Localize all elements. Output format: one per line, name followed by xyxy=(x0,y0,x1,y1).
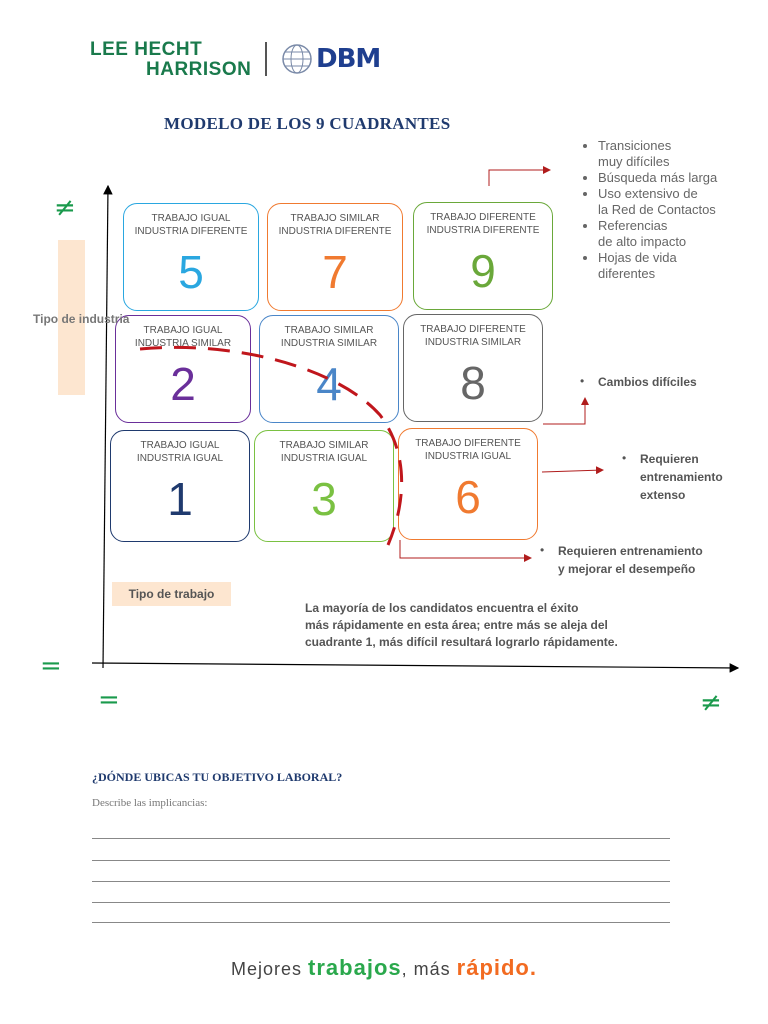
not-equal-icon: ≠ xyxy=(700,688,722,718)
note-q6: Requieren entrenamiento extenso xyxy=(640,452,723,502)
quadrant-4 xyxy=(259,315,399,423)
quadrant-4-line2: INDUSTRIA SIMILAR xyxy=(280,338,378,349)
equal-icon: = xyxy=(98,685,120,715)
quadrant-9-number: 9 xyxy=(470,245,496,297)
connector-top xyxy=(489,170,550,186)
quadrant-1 xyxy=(110,430,250,542)
dbm-text: DBM xyxy=(316,44,381,74)
bullet-item: • Búsqueda más larga xyxy=(598,170,760,186)
slogan-part2: trabajos xyxy=(308,955,402,980)
page-title: MODELO DE LOS 9 CUADRANTES xyxy=(164,114,451,133)
quadrant-5-line1: TRABAJO IGUAL xyxy=(151,213,231,224)
quadrant-8-line1: TRABAJO DIFERENTE xyxy=(420,324,526,335)
quadrant-7-number: 7 xyxy=(322,246,348,298)
bullet-dot: • xyxy=(580,374,585,388)
answer-line[interactable] xyxy=(92,860,670,861)
bullet-item: • Hojas de vida diferentes xyxy=(598,250,760,282)
quadrant-7-line1: TRABAJO SIMILAR xyxy=(290,213,380,224)
bullet-dot: • xyxy=(540,543,545,557)
quadrant-1-line1: TRABAJO IGUAL xyxy=(140,440,220,451)
answer-line[interactable] xyxy=(92,902,670,903)
quadrant-6-line2: INDUSTRIA IGUAL xyxy=(424,451,512,462)
note-bottom: Requieren entrenamiento y mejorar el desempeño xyxy=(558,544,703,576)
quadrant-6-line1: TRABAJO DIFERENTE xyxy=(415,438,521,449)
quadrant-6-number: 6 xyxy=(455,471,481,523)
bullet-item: • Uso extensivo de la Red de Contactos xyxy=(598,186,760,218)
quadrant-8-line2: INDUSTRIA SIMILAR xyxy=(424,337,522,348)
bullet-item: • Referencias de alto impacto xyxy=(598,218,760,250)
note-q8: Cambios difíciles xyxy=(598,375,697,389)
answer-line[interactable] xyxy=(92,881,670,882)
quadrant-4-line1: TRABAJO SIMILAR xyxy=(284,325,374,336)
quadrant-6 xyxy=(398,428,538,540)
slogan-part1: Mejores xyxy=(231,959,309,979)
quadrant-2 xyxy=(115,315,251,423)
quadrant-9 xyxy=(413,202,553,310)
quadrant-1-line2: INDUSTRIA IGUAL xyxy=(136,453,224,464)
equal-icon: = xyxy=(40,651,62,681)
quadrant-9-line2: INDUSTRIA DIFERENTE xyxy=(426,225,540,236)
x-axis xyxy=(92,663,738,668)
quadrant-3-line1: TRABAJO SIMILAR xyxy=(279,440,369,451)
top-bullet-list xyxy=(580,138,760,281)
question-title: ¿DÓNDE UBICAS TU OBJETIVO LABORAL? xyxy=(92,770,343,784)
bullet-dot: • xyxy=(622,451,627,465)
quadrant-3-number: 3 xyxy=(311,473,337,525)
slogan-part3: , más xyxy=(401,959,457,979)
quadrant-8-number: 8 xyxy=(460,357,486,409)
slogan xyxy=(0,955,768,981)
quadrant-2-line1: TRABAJO IGUAL xyxy=(143,325,223,336)
not-equal-icon: ≠ xyxy=(54,193,76,223)
quadrant-3 xyxy=(254,430,394,542)
quadrant-2-line2: INDUSTRIA SIMILAR xyxy=(134,338,232,349)
quadrant-5 xyxy=(123,203,259,311)
quadrant-2-number: 2 xyxy=(170,358,196,410)
y-axis xyxy=(103,186,108,668)
answer-line[interactable] xyxy=(92,922,670,923)
logo-line1: LEE HECHT xyxy=(90,39,203,60)
quadrant-8 xyxy=(403,314,543,422)
connector-q8 xyxy=(543,398,585,424)
logo-line2: HARRISON xyxy=(146,59,252,80)
y-axis-label: Tipo de industria xyxy=(33,312,130,326)
connector-bottom xyxy=(400,540,531,558)
quadrant-4-number: 4 xyxy=(316,358,342,410)
explanation-paragraph: La mayoría de los candidatos encuentra el éxito más rápidamente en esta área; entre más se aleja del cuadrante 1, más difícil resultará lograrlo rápidamente. xyxy=(305,601,618,649)
slogan-part4: rápido. xyxy=(456,955,537,980)
question-subtitle: Describe las implicancias: xyxy=(92,797,208,809)
answer-line[interactable] xyxy=(92,838,670,839)
quadrant-3-line2: INDUSTRIA IGUAL xyxy=(280,453,368,464)
quadrant-5-number: 5 xyxy=(178,246,204,298)
quadrant-7 xyxy=(267,203,403,311)
quadrant-9-line1: TRABAJO DIFERENTE xyxy=(430,212,536,223)
quadrant-1-number: 1 xyxy=(167,473,193,525)
quadrant-7-line2: INDUSTRIA DIFERENTE xyxy=(278,226,392,237)
x-axis-label: Tipo de trabajo xyxy=(112,582,231,606)
bullet-item: • Transiciones muy difíciles xyxy=(598,138,760,170)
quadrant-5-line2: INDUSTRIA DIFERENTE xyxy=(134,226,248,237)
connector-q6 xyxy=(542,470,603,472)
